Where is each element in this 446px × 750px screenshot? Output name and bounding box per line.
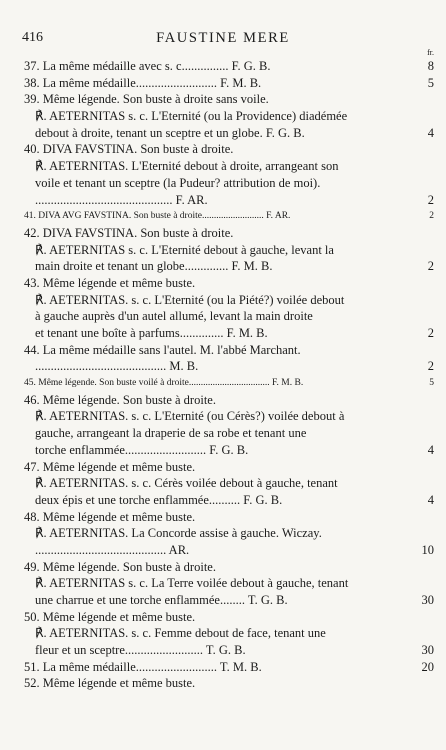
entry-line <box>0 475 446 492</box>
entry-line <box>0 192 446 209</box>
entry-price: 30 <box>421 593 434 607</box>
entry-price: 20 <box>421 659 434 674</box>
entry-line <box>0 542 446 559</box>
entry-text: fleur et un sceptre......................... T. G. B. <box>35 643 246 658</box>
entry-text: 38. La même médaille.......................... F. M. B. <box>24 75 262 90</box>
entry-line <box>0 75 446 92</box>
entry-price: 4 <box>427 442 434 457</box>
entry-line <box>0 325 446 342</box>
column-heading: fr. <box>427 48 434 57</box>
entry-text: ℟. AETERNITAS s. c. La Terre voilée debout à gauche, tenant <box>35 576 349 591</box>
entry-text: ............................................ F. AR. <box>35 192 208 207</box>
entry-price: 8 <box>427 59 434 73</box>
entry-text: 44. La même médaille sans l'autel. M. l'abbé Marchant. <box>24 342 301 357</box>
entry-price: 2 <box>427 192 434 207</box>
running-title: FAUSTINE MERE <box>156 30 290 46</box>
entry-line <box>0 242 446 259</box>
entry-line <box>0 175 446 192</box>
entry-line <box>0 459 446 476</box>
entry-line <box>0 258 446 275</box>
entry-line <box>0 675 446 692</box>
entry-text: 50. Même légende et même buste. <box>24 609 196 624</box>
entry-price: 5 <box>429 378 434 389</box>
entry-line <box>0 58 446 75</box>
entry-line <box>0 659 446 676</box>
entry-line <box>0 609 446 626</box>
entry-line <box>0 225 446 242</box>
entry-text: 48. Même légende et même buste. <box>24 509 196 524</box>
entry-line <box>0 642 446 659</box>
entry-line <box>0 425 446 442</box>
entry-text: 37. La même médaille avec s. c............... F. G. B. <box>24 59 271 73</box>
entry-text: ℟. AETERNITAS. s. c. L'Eternité (ou Cérès?) voilée debout à <box>35 409 345 424</box>
entry-text: et tenant une boîte à parfums.............. F. M. B. <box>35 326 268 340</box>
entry-text: ℟. AETERNITAS. s. c. Cérès voilée debout à gauche, tenant <box>35 476 338 491</box>
entry-line <box>0 158 446 175</box>
entry-text: 49. Même légende. Son buste à droite. <box>24 559 216 574</box>
entry-price: 2 <box>429 211 434 222</box>
page-number: 416 <box>22 30 43 45</box>
entry-line <box>0 392 446 409</box>
entry-text: ℟. AETERNITAS s. c. L'Eternité debout à gauche, levant la <box>35 242 334 257</box>
entry-line <box>0 509 446 526</box>
entry-text: 43. Même légende et même buste. <box>24 275 196 290</box>
entry-text: .......................................... M. B. <box>35 359 199 374</box>
entry-text: à gauche auprès d'un autel allumé, levant la main droite <box>35 309 313 324</box>
entry-line <box>0 141 446 158</box>
entry-text: 42. DIVA FAVSTINA. Son buste à droite. <box>24 225 234 240</box>
entry-text: 46. Même légende. Son buste à droite. <box>24 392 216 407</box>
entry-line <box>0 208 446 225</box>
entry-line <box>0 292 446 309</box>
entry-text: 45. Même légende. Son buste voilé à droite.................................. F. M. B. <box>24 378 304 389</box>
entry-text: debout à droite, tenant un sceptre et un globe. F. G. B. <box>35 125 305 140</box>
entry-price: 10 <box>421 542 434 557</box>
catalogue-entries <box>0 58 446 692</box>
entry-price: 2 <box>427 359 434 374</box>
entry-text: ℟. AETERNITAS. L'Eternité debout à droite, arrangeant son <box>35 159 339 174</box>
entry-line <box>0 625 446 642</box>
entry-text: ℟. AETERNITAS. s. c. L'Eternité (ou la Piété?) voilée debout <box>35 292 345 307</box>
entry-line <box>0 575 446 592</box>
entry-line <box>0 125 446 142</box>
entry-line <box>0 375 446 392</box>
entry-line <box>0 342 446 359</box>
entry-line <box>0 275 446 292</box>
entry-text: torche enflammée.......................... F. G. B. <box>35 442 249 457</box>
entry-text: 47. Même légende et même buste. <box>24 459 196 474</box>
entry-price: 4 <box>427 125 434 140</box>
entry-text: 41. DIVA AVG FAVSTINA. Son buste à droite.......................... F. AR. <box>24 211 291 222</box>
entry-text: une charrue et une torche enflammée........ T. G. B. <box>35 593 288 607</box>
entry-price: 5 <box>427 75 434 90</box>
entry-line <box>0 525 446 542</box>
entry-text: voile et tenant un sceptre (la Pudeur? attribution de moi). <box>35 175 321 190</box>
entry-text: 52. Même légende et même buste. <box>24 676 196 691</box>
entry-text: .......................................... AR. <box>35 542 190 557</box>
entry-price: 30 <box>421 643 434 658</box>
entry-line <box>0 91 446 108</box>
entry-line <box>0 308 446 325</box>
page-header <box>0 30 446 50</box>
entry-price: 4 <box>427 492 434 507</box>
entry-price: 2 <box>427 326 434 340</box>
entry-line <box>0 408 446 425</box>
entry-text: gauche, arrangeant la draperie de sa robe et tenant une <box>35 426 307 441</box>
entry-text: ℟. AETERNITAS. s. c. Femme debout de face, tenant une <box>35 626 326 641</box>
entry-text: 40. DIVA FAVSTINA. Son buste à droite. <box>24 142 234 157</box>
entry-line <box>0 492 446 509</box>
entry-text: main droite et tenant un globe.............. F. M. B. <box>35 259 273 274</box>
entry-text: 51. La même médaille.......................... T. M. B. <box>24 659 262 674</box>
entry-text: ℟. AETERNITAS s. c. L'Eternité (ou la Providence) diadémée <box>35 109 348 124</box>
entry-line <box>0 108 446 125</box>
entry-line <box>0 442 446 459</box>
entry-line <box>0 358 446 375</box>
entry-text: deux épis et une torche enflammée.......... F. G. B. <box>35 492 283 507</box>
entry-text: 39. Même légende. Son buste à droite sans voile. <box>24 92 269 107</box>
entry-line <box>0 592 446 609</box>
entry-price: 2 <box>427 259 434 274</box>
entry-text: ℟. AETERNITAS. La Concorde assise à gauche. Wiczay. <box>35 526 322 541</box>
entry-line <box>0 559 446 576</box>
